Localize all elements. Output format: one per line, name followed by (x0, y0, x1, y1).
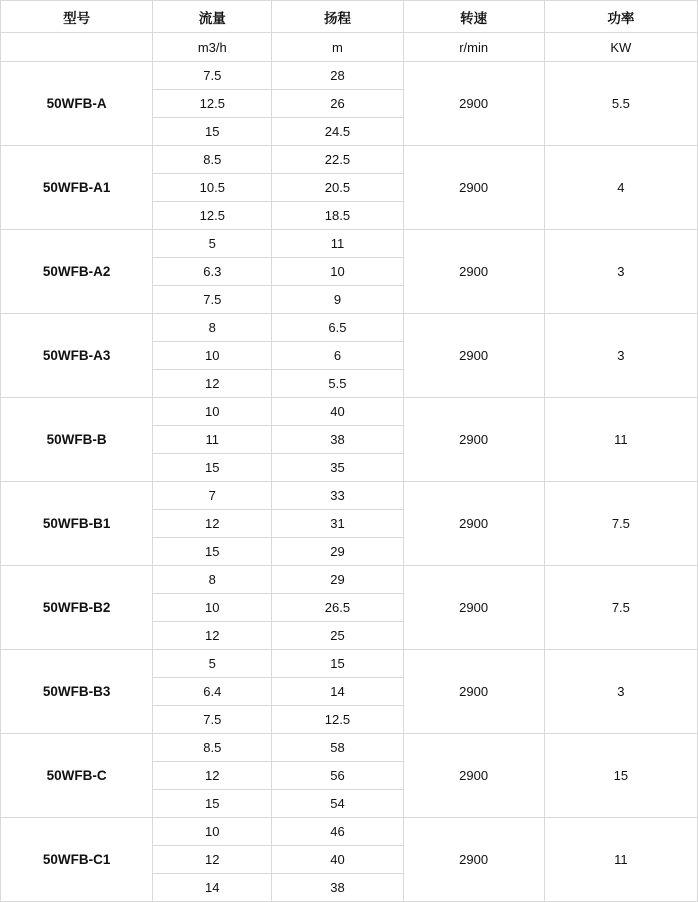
power-cell: 3 (544, 314, 697, 398)
model-cell: 50WFB-B2 (1, 566, 153, 650)
head-cell: 26 (272, 90, 403, 118)
power-cell: 7.5 (544, 566, 697, 650)
table-row (1, 818, 698, 846)
head-cell: 33 (272, 482, 403, 510)
flow-cell: 7 (153, 482, 272, 510)
flow-cell: 11 (153, 426, 272, 454)
table-row (1, 146, 698, 174)
speed-cell: 2900 (403, 482, 544, 566)
head-cell: 28 (272, 62, 403, 90)
speed-cell: 2900 (403, 566, 544, 650)
head-cell: 18.5 (272, 202, 403, 230)
speed-cell: 2900 (403, 62, 544, 146)
power-cell: 11 (544, 398, 697, 482)
flow-cell: 12 (153, 370, 272, 398)
flow-cell: 10 (153, 594, 272, 622)
power-cell: 5.5 (544, 62, 697, 146)
model-cell: 50WFB-B3 (1, 650, 153, 734)
table-row (1, 650, 698, 678)
model-cell: 50WFB-A3 (1, 314, 153, 398)
head-cell: 12.5 (272, 706, 403, 734)
header-flow: 流量 (153, 1, 272, 33)
head-cell: 40 (272, 398, 403, 426)
head-cell: 29 (272, 538, 403, 566)
flow-cell: 15 (153, 454, 272, 482)
table-row (1, 62, 698, 90)
flow-cell: 7.5 (153, 286, 272, 314)
head-cell: 11 (272, 230, 403, 258)
head-cell: 10 (272, 258, 403, 286)
flow-cell: 8.5 (153, 734, 272, 762)
unit-power: KW (544, 33, 697, 62)
head-cell: 24.5 (272, 118, 403, 146)
flow-cell: 15 (153, 538, 272, 566)
head-cell: 38 (272, 426, 403, 454)
table-row (1, 314, 698, 342)
power-cell: 11 (544, 818, 697, 902)
head-cell: 46 (272, 818, 403, 846)
head-cell: 38 (272, 874, 403, 902)
flow-cell: 7.5 (153, 62, 272, 90)
speed-cell: 2900 (403, 146, 544, 230)
unit-row (1, 33, 698, 62)
flow-cell: 15 (153, 118, 272, 146)
head-cell: 26.5 (272, 594, 403, 622)
flow-cell: 12 (153, 510, 272, 538)
table-row (1, 230, 698, 258)
table-body (1, 62, 698, 902)
header-model: 型号 (1, 1, 153, 33)
head-cell: 5.5 (272, 370, 403, 398)
unit-head: m (272, 33, 403, 62)
head-cell: 40 (272, 846, 403, 874)
flow-cell: 12 (153, 622, 272, 650)
flow-cell: 12 (153, 846, 272, 874)
flow-cell: 12.5 (153, 90, 272, 118)
flow-cell: 10.5 (153, 174, 272, 202)
head-cell: 35 (272, 454, 403, 482)
flow-cell: 5 (153, 230, 272, 258)
header-power: 功率 (544, 1, 697, 33)
flow-cell: 14 (153, 874, 272, 902)
flow-cell: 6.4 (153, 678, 272, 706)
speed-cell: 2900 (403, 398, 544, 482)
speed-cell: 2900 (403, 314, 544, 398)
flow-cell: 6.3 (153, 258, 272, 286)
head-cell: 15 (272, 650, 403, 678)
flow-cell: 15 (153, 790, 272, 818)
header-row (1, 1, 698, 33)
speed-cell: 2900 (403, 818, 544, 902)
unit-flow: m3/h (153, 33, 272, 62)
table-row (1, 566, 698, 594)
header-head: 扬程 (272, 1, 403, 33)
head-cell: 56 (272, 762, 403, 790)
head-cell: 6.5 (272, 314, 403, 342)
power-cell: 4 (544, 146, 697, 230)
power-cell: 7.5 (544, 482, 697, 566)
flow-cell: 12 (153, 762, 272, 790)
model-cell: 50WFB-B1 (1, 482, 153, 566)
power-cell: 15 (544, 734, 697, 818)
head-cell: 22.5 (272, 146, 403, 174)
head-cell: 14 (272, 678, 403, 706)
table-row (1, 734, 698, 762)
model-cell: 50WFB-A (1, 62, 153, 146)
flow-cell: 8.5 (153, 146, 272, 174)
head-cell: 25 (272, 622, 403, 650)
model-cell: 50WFB-C (1, 734, 153, 818)
flow-cell: 8 (153, 314, 272, 342)
flow-cell: 10 (153, 398, 272, 426)
flow-cell: 7.5 (153, 706, 272, 734)
head-cell: 29 (272, 566, 403, 594)
flow-cell: 12.5 (153, 202, 272, 230)
head-cell: 58 (272, 734, 403, 762)
head-cell: 9 (272, 286, 403, 314)
unit-model (1, 33, 153, 62)
speed-cell: 2900 (403, 650, 544, 734)
power-cell: 3 (544, 650, 697, 734)
flow-cell: 10 (153, 818, 272, 846)
table-header (1, 1, 698, 62)
head-cell: 20.5 (272, 174, 403, 202)
head-cell: 54 (272, 790, 403, 818)
header-speed: 转速 (403, 1, 544, 33)
table-row (1, 398, 698, 426)
model-cell: 50WFB-A1 (1, 146, 153, 230)
table-row (1, 482, 698, 510)
speed-cell: 2900 (403, 230, 544, 314)
model-cell: 50WFB-A2 (1, 230, 153, 314)
power-cell: 3 (544, 230, 697, 314)
head-cell: 6 (272, 342, 403, 370)
flow-cell: 8 (153, 566, 272, 594)
model-cell: 50WFB-B (1, 398, 153, 482)
unit-speed: r/min (403, 33, 544, 62)
speed-cell: 2900 (403, 734, 544, 818)
flow-cell: 10 (153, 342, 272, 370)
flow-cell: 5 (153, 650, 272, 678)
head-cell: 31 (272, 510, 403, 538)
model-cell: 50WFB-C1 (1, 818, 153, 902)
